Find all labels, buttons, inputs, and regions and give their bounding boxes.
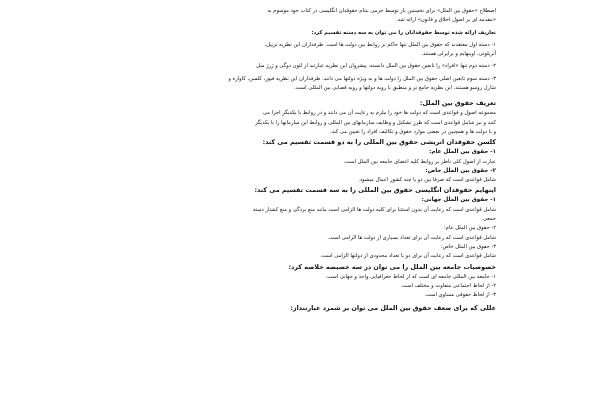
characteristic-3: ۳- از لحاظ حقوقی مساوی است. — [424, 292, 496, 299]
oppenheim-item-3-title: ۳- حقوق بین الملل خاص: — [440, 243, 496, 250]
group-1-line-1: ۱- دسته اول معتقدند که حقوق بین الملل تنها حاکم بر روابط بین دولت ها است. طرفداران این نظریه تریپل، — [264, 41, 496, 48]
kelsen-item-2-text: شامل قواعدی است که صرفا بین دو یا چند کشور اعمال میشود. — [358, 177, 496, 184]
group-1-line-2: آنزیلوتی، اوپنهایم و برایرلی هستند. — [421, 51, 496, 58]
characteristic-1: ۱- جامعه بین المللی جامعه ای است که از لحاظ جغرافیایی واحد و جهانی است. — [325, 273, 496, 280]
weakness-heading: عللی که برای ضعف حقوق بین الملل می توان بر شمرد عبارتنداز: — [290, 304, 496, 313]
oppenheim-item-2-text: شامل قواعدی است که رعایت آن برای تعداد بسیاری از دولت ها الزامی است. — [327, 234, 496, 241]
oppenheim-item-2-title: ۲- حقوق بین الملل عام: — [443, 225, 496, 232]
characteristics-heading: خصوصیات جامعه بین الملل را می توان در سه خصیصه خلاصه کرد: — [288, 262, 496, 271]
definition-line-3: و با دولت ها و همچنین در بعضی موارد حقوق و تکالیف افراد را تعیین می کند. — [329, 128, 496, 135]
group-3-line-2: شارل روسو هستند. این نظریه جامع تر و منطبق با رویه دولتها و رویه قضایی بین المللی است. — [294, 85, 496, 92]
group-2-line: ۲- دسته دوم تنها «افراد» را تابعین حقوق بین الملل دانسته، پیشروان این نظریه عبارتند از لئون دوگی و ژرژ سل — [256, 63, 496, 70]
oppenheim-heading: اپنهایم حقوقدان انگلیسی حقوق بین المللی را به سه قسمت تقسیم می کند: — [254, 186, 496, 195]
intro-line-1: اصطلاح «حقوق بین الملل» برای نخستین بار توسط جرمی بنتام حقوقدان انگلیسی در کتاب خود موسوم به — [267, 8, 496, 14]
definition-line-2: کنند و نیز شامل قواعدی است که طرز تشکیل و وظایف سازمانهای بین المللی و روابط این سازمانها را با یکدیگر — [255, 119, 496, 126]
oppenheim-item-1-text-cont: جمعی — [482, 216, 496, 223]
kelsen-item-2-title: ۲- حقوق بین الملل خاص: — [425, 167, 496, 174]
group-3-line-1: ۳- دسته سوم تابعین اصلی حقوق بین الملل را دولت ها و به ویژه دولتها می دانند. طرفداران این نظریه فیور، کلسن، کاواره و — [228, 75, 496, 82]
kelsen-item-1-text: عبارت از اصول کلی ناظر بر روابط کلیه اعضای جامعه بین الملل است. — [343, 158, 496, 165]
definition-line-1: مجموعه اصول و قواعدی است که دولت ها خود را ملزم به رعایت آن می دانند و در روابط با یکدیگر اجرا می — [262, 110, 496, 117]
oppenheim-item-1-text: شامل قواعدی است که رعایت آن بدون استثنا برای کلیه دولت ها الزامی است مانند منع بردگی و منع کشتار دسته — [252, 206, 496, 213]
oppenheim-item-1-title: ۱- حقوق بین الملل جهانی: — [421, 197, 496, 204]
characteristic-2: ۲- از لحاظ اجتماعی متفاوت و مختلف است. — [400, 282, 496, 289]
intro-line-2: «مقدمه ای بر اصول اخلاق و قانون» ارائه شد. — [396, 17, 496, 24]
kelsen-item-1-title: ۱- حقوق بین الملل عام: — [429, 149, 496, 156]
kelsen-heading: کلسن حقوقدان اتریشی حقوق بین المللی را به دو قسمت تقسیم می کند: — [262, 138, 496, 147]
definition-heading: تعریف حقوق بین الملل: — [419, 99, 496, 108]
oppenheim-item-3-text: شامل قواعدی است که رعایت آن برای دو یا تعداد محدودی از دولتها الزامی است. — [320, 253, 496, 260]
definitions-heading: تعاریف ارائه شده توسط حقوقدانان را می توان به سه دسته تقسیم کرد: — [311, 29, 496, 36]
